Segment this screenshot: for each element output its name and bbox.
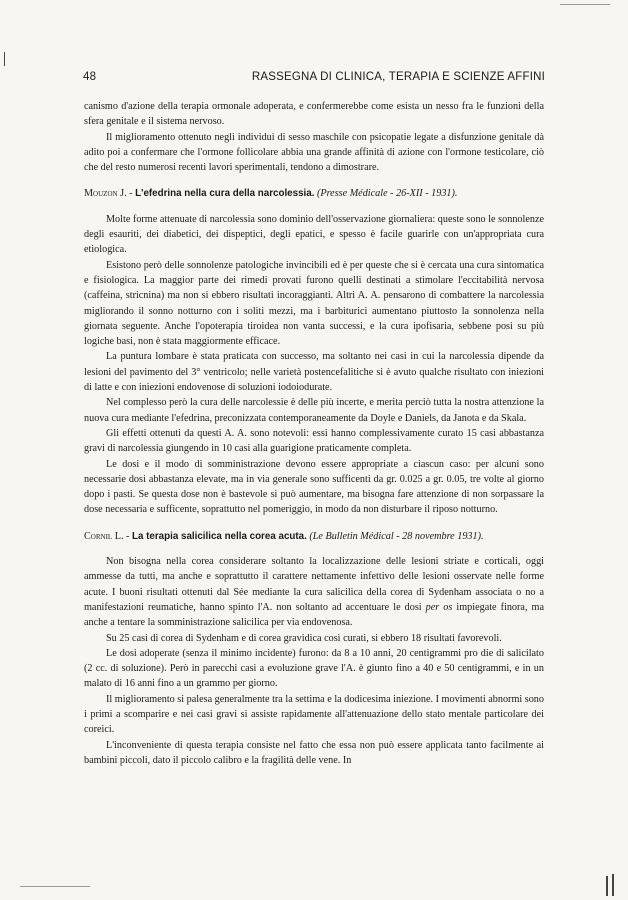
paragraph: Su 25 casi di corea di Sydenham e di corea gravidica così curati, si ebbero 18 risultati favorevoli. xyxy=(106,632,502,644)
paragraph: Gli effetti ottenuti da questi A. A. sono notevoli: essi hanno complessivamente curato 15 casi abbastanza gravi di narcolessia giungendo in 10 casi alla guarigione praticamente completa. xyxy=(84,427,544,455)
paragraph: canismo d'azione della terapia ormonale adoperata, e confermerebbe come esista un nesso fra le funzioni della sfera genitale e il sistema nervoso. xyxy=(84,101,544,128)
section-citation: (Le Bulletin Médical - 28 novembre 1931). xyxy=(309,530,484,542)
bottom-left-edge-line xyxy=(20,886,90,887)
bottom-right-edge-mark-2 xyxy=(612,874,614,896)
top-right-edge-line xyxy=(560,4,610,5)
section-title: L'efedrina nella cura della narcolessia. xyxy=(135,188,315,200)
section-separator: - xyxy=(123,530,132,542)
paragraph: Il miglioramento ottenuto negli individui di sesso maschile con psicopatie legate a disfunzione genitale dà adito poi a confermare che l'ormone follicolare abbia una grande affinità di azione con l'ormone testicolare, ciò che del resto numerosi recenti lavori sperimentali, tendono a dimostrare. xyxy=(84,131,544,174)
paragraph-text: impiegate finora, ma anche a tentare la somministrazione salicilica per via endovenosa. xyxy=(84,601,544,629)
paragraph: La puntura lombare è stata praticata con successo, ma soltanto nei casi in cui la narcolessia dipende da lesioni del pavimento del 3° ventricolo; nelle varietà postencefalitiche si è avuto qualche risultato con iniezioni di latte e con iniezioni endovenose di soluzioni iodoiodurate. xyxy=(84,351,544,394)
paragraph: Molte forme attenuate di narcolessia sono dominio dell'osservazione giornaliera: queste sono le sonnolenze degli esauriti, dei diabetici, dei dispeptici, degli epatici, e spesso è facile guarirle con un'appropriata cura etiologica. xyxy=(84,213,544,256)
paragraph: Esistono però delle sonnolenze patologiche invincibili ed è per queste che si è cercata una cura sintomatica e fisiologica. La maggior parte dei rimedi provati furono quelli destinati a stimolare l'eccitabilità nervosa (caffeina, stricnina) ma non si ebbero risultati incoraggianti. Altri A. A. pensarono di combattere la narcolessia migliorando il sonno notturno con i soliti mezzi, ma i barbiturici aumentano piuttosto la sonnolenza nella giornata seguente. Anche l'opoterapia tiroidea non vanta successi, e la cura ipofisaria, sebbene posi su più logiche basi, non è stata maggiormente efficace. xyxy=(84,259,544,348)
article-body xyxy=(84,99,544,768)
page-number: 48 xyxy=(83,71,97,83)
section-title: La terapia salicilica nella corea acuta. xyxy=(132,530,307,542)
section-author: Cornil L. xyxy=(84,530,124,542)
italic-term: per os xyxy=(425,601,453,613)
paragraph: Le dosi adoperate (senza il minimo incidente) furono: da 8 a 10 anni, 20 centigrammi pro die di salicilato (2 cc. di soluzione). Però in parecchi casi a evoluzione grave l'A. è giunto fino a 40 e 50 centigrammi, e in un malato di 16 anni fino a un grammo per giorno. xyxy=(84,647,544,690)
bottom-right-edge-mark-1 xyxy=(606,876,608,896)
section-citation: (Presse Médicale - 26-XII - 1931). xyxy=(316,188,458,200)
paragraph: Il miglioramento si palesa generalmente tra la settima e la dodicesima iniezione. I movimenti abnormi sono i primi a scomparire e nei casi gravi si assiste rapidamente all'attenuazione dello stato mentale particolare dei coreici. xyxy=(84,693,544,736)
section-heading-narcolessia xyxy=(84,186,544,201)
paragraph: L'inconveniente di questa terapia consiste nel fatto che essa non può essere applicata tanto facilmente ai bambini piccoli, dato il piccolo calibro e la fragilità delle vene. In xyxy=(84,739,544,766)
running-header xyxy=(83,71,545,87)
paragraph: Nel complesso però la cura delle narcolessie è delle più incerte, e merita perciò tutta la nostra attenzione la nuova cura mediante l'efedrina, preconizzata contemporaneamente da Doyle e Daniels, da Janota e da Skala. xyxy=(84,397,544,424)
section-heading-corea xyxy=(84,529,544,544)
left-edge-mark xyxy=(4,52,5,66)
section-separator: - xyxy=(126,188,136,200)
journal-title: RASSEGNA DI CLINICA, TERAPIA E SCIENZE AFFINI xyxy=(251,71,545,83)
paragraph xyxy=(84,554,544,630)
paragraph-text: Non bisogna nella corea considerare soltanto la localizzazione delle lesioni striate e corticali, oggi ammesse da tutti, ma anche e soprattutto il carattere nettamente infettivo delle lesioni osservate nelle forme acute. I buoni risultati ottenuti dal Sée mediante la cura salicilica della corea di Sydenham associata o no a manifestazioni reumatiche, hanno spinto l'A. non soltanto ad accentuare le dosi xyxy=(84,556,544,613)
section-author: Mouzon J. xyxy=(84,188,127,200)
paragraph: Le dosi e il modo di somministrazione devono essere appropriate a ciascun caso: per alcuni sono necessarie dosi abbastanza elevate, ma in via generale sono sufficenti da gr. 0.025 a gr. 0.05, tre volte al giorno dopo i pasti. Se questa dose non è bastevole si può aumentare, ma bisogna fare attenzione di non sorpassare la dose necessaria e sufficente, soprattutto nel pomeriggio, in modo da non disturbare il riposo notturno. xyxy=(84,458,544,516)
